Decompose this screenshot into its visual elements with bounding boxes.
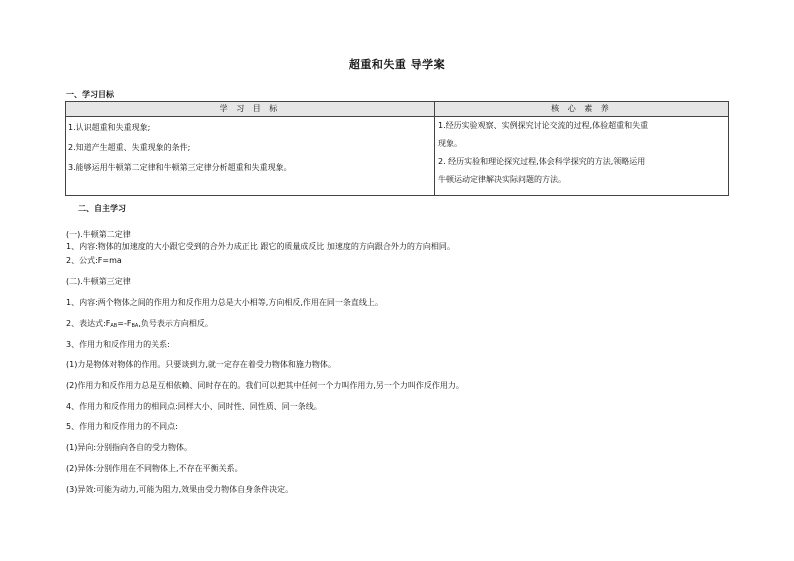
- competency-line-4: 牛顿运动定律解决实际问题的方法。: [438, 175, 566, 184]
- expression-suffix: ,负号表示方向相反。: [138, 319, 213, 328]
- competency-line-2: 现象。: [438, 139, 462, 148]
- paragraph-difference-3: (3)异效:可能为动力,可能为阻力,效果由受力物体自身条件决定。: [66, 485, 294, 494]
- expression-prefix: 2、表达式:F: [66, 319, 111, 328]
- goal-item-1: 1.认识超重和失重现象;: [68, 123, 151, 132]
- subheading-newton-second-law: (一).牛顿第二定律: [66, 230, 131, 239]
- paragraph-third-law-content: 1、内容:两个物体之间的作用力和反作用力总是大小相等,方向相反,作用在同一条直线上。: [66, 298, 383, 307]
- table-header-competency: 核 心 素 养: [435, 102, 729, 117]
- expression-subscript-ab: AB: [110, 323, 118, 329]
- paragraph-relationship-heading: 3、作用力和反作用力的关系:: [66, 340, 170, 349]
- paragraph-second-law-content: 1、内容:物体的加速度的大小跟它受到的合外力成正比 跟它的质量成反比 加速度的方向跟合外力的方向相同。: [66, 242, 455, 251]
- paragraph-difference-1: (1)异向:分别指向各自的受力物体。: [66, 443, 193, 452]
- goal-item-3: 3.能够运用牛顿第二定律和牛顿第三定律分析超重和失重现象。: [68, 163, 292, 172]
- page-title: 超重和失重 导学案: [348, 58, 446, 71]
- expression-subscript-ba: BA: [131, 323, 139, 329]
- paragraph-difference-2: (2)异体:分别作用在不同物体上,不存在平衡关系。: [66, 464, 243, 473]
- goals-cell: [66, 117, 435, 196]
- competency-line-3: 2. 经历实验和理论探究过程,体会科学探究的方法,领略运用: [438, 157, 646, 166]
- paragraph-relationship-1: (1)力是物体对物体的作用。只要谈到力,就一定存在着受力物体和施力物体。: [66, 360, 336, 369]
- paragraph-differences-heading: 5、作用力和反作用力的不同点:: [66, 422, 178, 431]
- expression-mid: =-F: [117, 319, 132, 328]
- section-heading-self-study: 二、自主学习: [78, 204, 126, 213]
- paragraph-relationship-2: (2)作用力和反作用力总是互相依赖、同时存在的。我们可以把其中任何一个力叫作用力,另一个力叫作反作用力。: [66, 381, 464, 390]
- goal-item-2: 2.知道产生超重、失重现象的条件;: [68, 143, 191, 152]
- paragraph-third-law-expression: [66, 318, 213, 329]
- section-heading-goals: 一、学习目标: [66, 90, 114, 99]
- table-header-goals: 学 习 目 标: [66, 102, 435, 117]
- goals-table: [65, 101, 729, 196]
- competency-line-1: 1.经历实验观察、实例探究讨论交流的过程,体验超重和失重: [438, 121, 649, 130]
- subheading-newton-third-law: (二).牛顿第三定律: [66, 277, 131, 286]
- paragraph-similarities: 4、作用力和反作用力的相同点:同样大小、同时性、同性质、同一条线。: [66, 402, 322, 411]
- paragraph-second-law-formula: 2、公式:F=ma: [66, 256, 122, 265]
- competency-cell: [435, 117, 729, 196]
